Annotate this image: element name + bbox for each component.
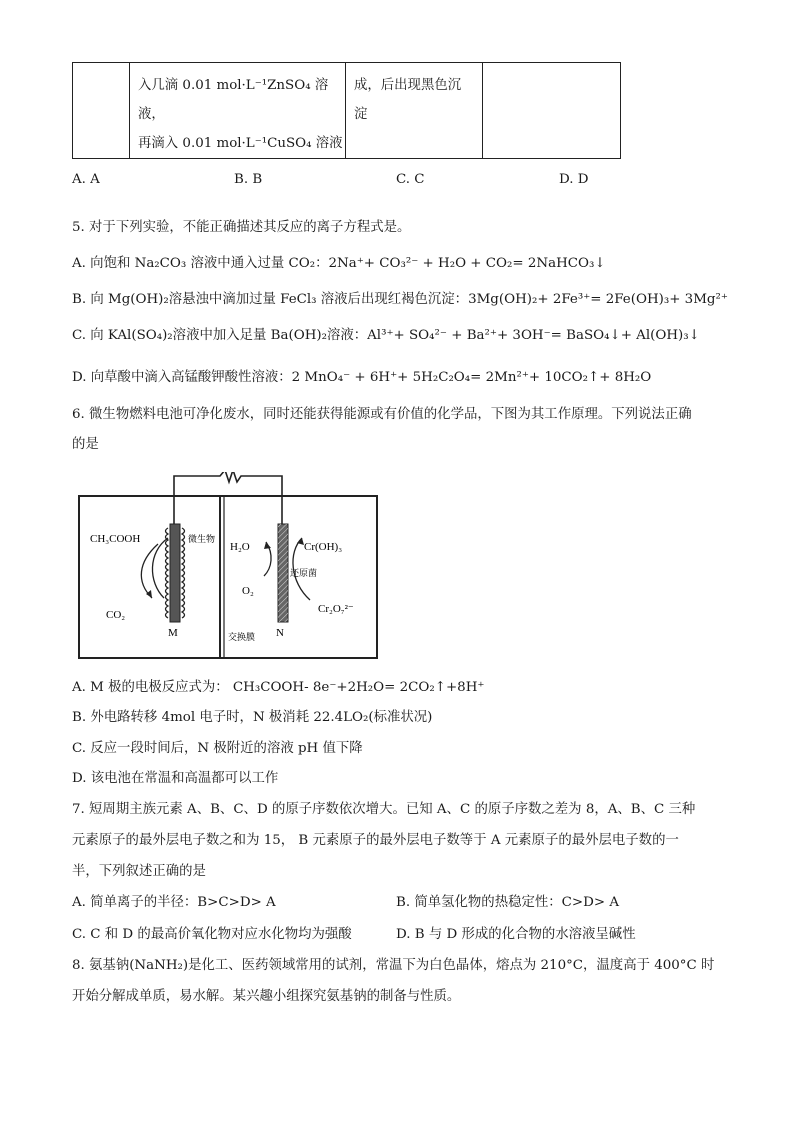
q7-stem-line3: 半，下列叙述正确的是 xyxy=(72,864,206,879)
electrode-m xyxy=(166,524,185,622)
label-cr-oh3: Cr(OH)₃ xyxy=(304,541,343,553)
q7-stem-line2: 元素原子的最外层电子数之和为 15， B 元素原子的最外层电子数等于 A 元素原子的最外层电子数的一 xyxy=(72,833,679,848)
q4-option-d: D. D xyxy=(559,172,589,187)
q5-option-b: B. 向 Mg(OH)₂溶悬浊中滴加过量 FeCl₃ 溶液后出现红褐色沉淀：3Mg(OH)₂+ 2Fe³⁺= 2Fe(OH)₃+ 3Mg²⁺ xyxy=(72,292,728,307)
experiment-table xyxy=(72,62,621,159)
label-co2: CO₂ xyxy=(106,609,126,621)
q7-option-b: B. 简单氢化物的热稳定性：C>D> A xyxy=(396,895,619,910)
q5-option-a: A. 向饱和 Na₂CO₃ 溶液中通入过量 CO₂：2Na⁺+ CO₃²⁻ + H₂O + CO₂= 2NaHCO₃↓ xyxy=(72,256,606,271)
cell-phenomenon-line2: 淀 xyxy=(354,107,368,122)
external-circuit-wire xyxy=(174,472,282,524)
label-n: N xyxy=(276,627,284,639)
q7-option-a: A. 简单离子的半径：B>C>D> A xyxy=(72,895,276,910)
fuel-cell-diagram xyxy=(78,472,380,662)
label-m: M xyxy=(168,627,178,639)
electrode-n xyxy=(278,524,288,622)
q7-option-c: C. C 和 D 的最高价氧化物对应水化物均为强酸 xyxy=(72,927,352,942)
q6-option-c: C. 反应一段时间后，N 极附近的溶液 pH 值下降 xyxy=(72,741,363,756)
cell-operation-line1: 入几滴 0.01 mol·L⁻¹ZnSO₄ 溶液， xyxy=(138,78,329,122)
q6-option-d: D. 该电池在常温和高温都可以工作 xyxy=(72,771,279,786)
q4-option-a: A. A xyxy=(72,172,100,187)
q8-stem-line2: 开始分解成单质，易水解。某兴趣小组探究氨基钠的制备与性质。 xyxy=(72,989,461,1004)
label-membrane: 交换膜 xyxy=(228,633,256,643)
q5-option-d: D. 向草酸中滴入高锰酸钾酸性溶液：2 MnO₄⁻ + 6H⁺+ 5H₂C₂O₄= 2Mn²⁺+ 10CO₂↑+ 8H₂O xyxy=(72,370,652,385)
q6-stem-line1: 6. 微生物燃料电池可净化废水，同时还能获得能源或有价值的化学品，下图为其工作原理。下列说法正确 xyxy=(72,407,692,422)
q6-option-b: B. 外电路转移 4mol 电子时，N 极消耗 22.4LO₂(标准状况) xyxy=(72,710,433,725)
label-microbe: 微生物 xyxy=(188,535,216,545)
q5-option-c: C. 向 KAl(SO₄)₂溶液中加入足量 Ba(OH)₂溶液：Al³⁺+ SO₄²⁻ + Ba²⁺+ 3OH⁻= BaSO₄↓+ Al(OH)₃↓ xyxy=(72,328,700,343)
q7-stem-line1: 7. 短周期主族元素 A、B、C、D 的原子序数依次增大。已知 A、C 的原子序数之差为 8，A、B、C 三种 xyxy=(72,802,696,817)
q8-stem-line1: 8. 氨基钠(NaNH₂)是化工、医药领域常用的试剂，常温下为白色晶体，熔点为 210°C，温度高于 400°C 时 xyxy=(72,958,715,973)
label-ch3cooh: CH₃COOH xyxy=(90,533,141,545)
cell-operation-line2: 再滴入 0.01 mol·L⁻¹CuSO₄ 溶液 xyxy=(138,136,343,151)
label-o2: O₂ xyxy=(242,585,254,597)
label-reductase: 还原菌 xyxy=(290,569,318,579)
q5-stem: 5. 对于下列实验，不能正确描述其反应的离子方程式是。 xyxy=(72,220,411,235)
cell-phenomenon-line1: 成，后出现黑色沉 xyxy=(354,78,462,93)
q7-option-d: D. B 与 D 形成的化合物的水溶液呈碱性 xyxy=(396,927,636,942)
table-cell-conclusion xyxy=(483,63,621,159)
q4-option-c: C. C xyxy=(396,172,425,187)
table-cell-operation xyxy=(130,63,346,159)
table-cell-phenomenon xyxy=(346,63,483,159)
label-h2o: H₂O xyxy=(230,541,250,553)
q4-option-b: B. B xyxy=(234,172,263,187)
table-row xyxy=(73,63,621,159)
table-cell-1 xyxy=(73,63,130,159)
label-cr2o7: Cr₂O₇²⁻ xyxy=(318,603,354,615)
q6-option-a: A. M 极的电极反应式为： CH₃COOH- 8e⁻+2H₂O= 2CO₂↑+8H⁺ xyxy=(72,680,485,695)
q6-stem-line2: 的是 xyxy=(72,437,99,452)
